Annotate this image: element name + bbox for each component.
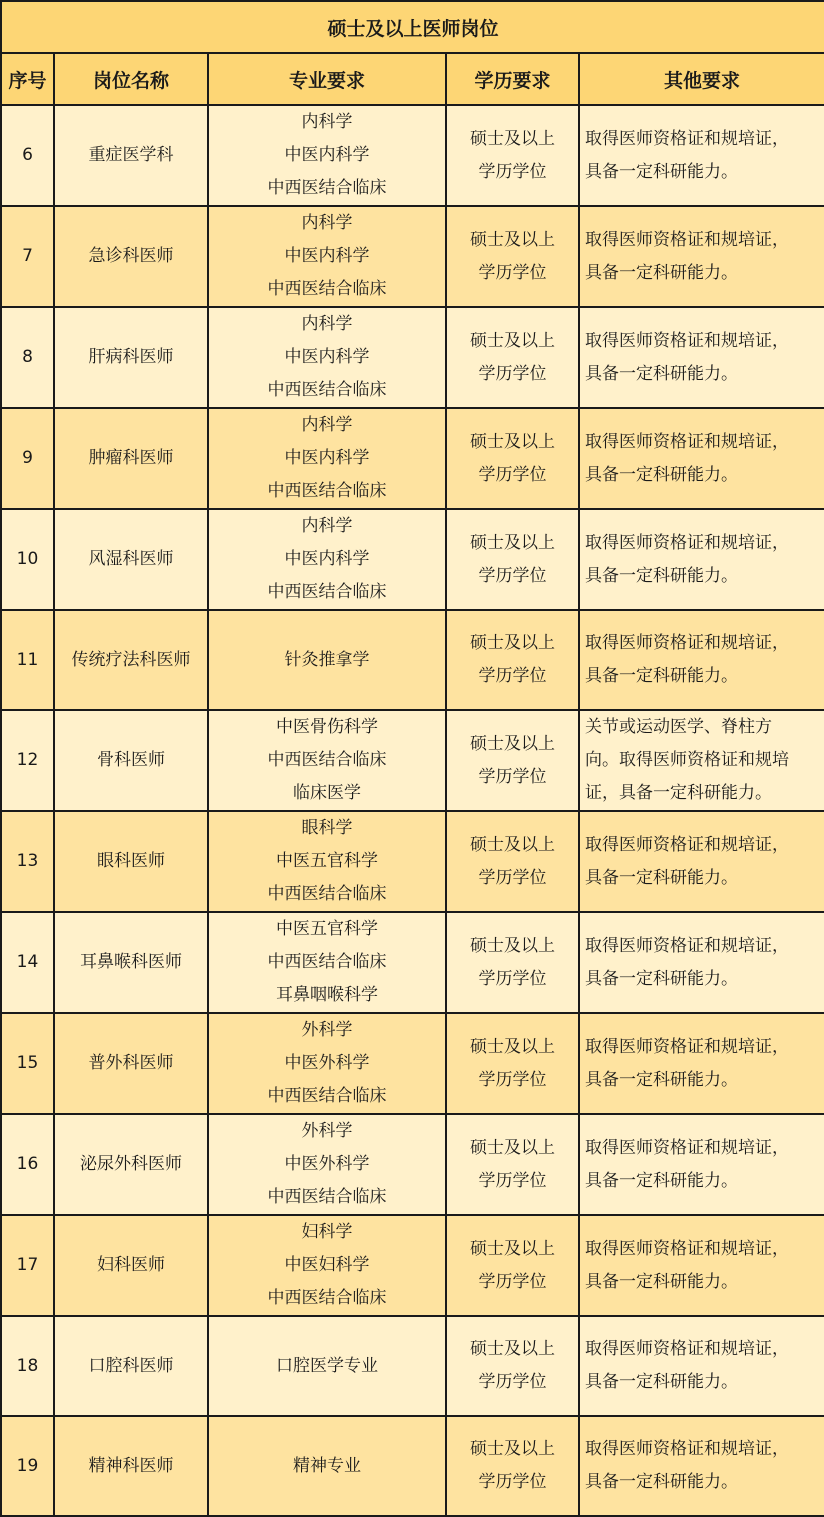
- other-line: 取得医师资格证和规培证，: [585, 1137, 789, 1158]
- cell-other: [579, 105, 824, 206]
- education-line: 硕士及以上: [470, 834, 555, 855]
- cell-position: 妇科医师: [54, 1215, 208, 1316]
- other-line: 具备一定科研能力。: [585, 1372, 738, 1392]
- cell-majors: [208, 1013, 446, 1114]
- cell-education: [446, 1013, 579, 1114]
- cell-other: [579, 408, 824, 509]
- cell-education: [446, 1215, 579, 1316]
- cell-other: [579, 307, 824, 408]
- education-line: 学历学位: [478, 161, 547, 182]
- other-line: 具备一定科研能力。: [585, 1472, 738, 1492]
- major-line: 中医内科学: [284, 145, 370, 165]
- other-line: 具备一定科研能力。: [585, 161, 738, 182]
- education-line: 学历学位: [478, 666, 547, 686]
- other-line: 具备一定科研能力。: [585, 262, 738, 283]
- major-line: 中医内科学: [284, 246, 370, 266]
- other-line: 取得医师资格证和规培证，: [585, 229, 789, 250]
- cell-other: [579, 206, 824, 307]
- other-line: 具备一定科研能力。: [585, 1271, 738, 1292]
- header-position: 岗位名称: [54, 53, 208, 105]
- cell-education: [446, 811, 579, 912]
- major-line: 精神专业: [293, 1455, 361, 1476]
- education-line: 硕士及以上: [470, 733, 555, 754]
- other-line: 具备一定科研能力。: [585, 363, 738, 384]
- cell-education: [446, 509, 579, 610]
- cell-other: [579, 1316, 824, 1416]
- other-line: 取得医师资格证和规培证，: [585, 532, 789, 553]
- other-line: 取得医师资格证和规培证，: [585, 633, 789, 653]
- other-line: 取得医师资格证和规培证，: [585, 935, 789, 956]
- major-line: 妇科学: [301, 1222, 353, 1242]
- other-line: 取得医师资格证和规培证，: [585, 431, 789, 452]
- cell-position: 急诊科医师: [54, 206, 208, 307]
- table-row: [1, 1114, 824, 1215]
- cell-education: [446, 1316, 579, 1416]
- major-line: 眼科学: [301, 818, 353, 838]
- other-line: 取得医师资格证和规培证，: [585, 330, 789, 351]
- table-row: [1, 509, 824, 610]
- table-row: [1, 1416, 824, 1516]
- education-line: 硕士及以上: [470, 1036, 555, 1057]
- major-line: 中西医结合临床: [267, 952, 387, 972]
- cell-position: 精神科医师: [54, 1416, 208, 1516]
- cell-other: [579, 1215, 824, 1316]
- major-line: 中医外科学: [284, 1154, 370, 1174]
- education-line: 学历学位: [478, 1069, 547, 1090]
- cell-no: 8: [1, 307, 54, 408]
- other-line: 具备一定科研能力。: [585, 1069, 738, 1090]
- table-title: 硕士及以上医师岗位: [1, 1, 824, 53]
- table-row: [1, 408, 824, 509]
- table-row: [1, 912, 824, 1013]
- major-line: 内科学: [301, 516, 353, 536]
- cell-no: 12: [1, 710, 54, 811]
- major-line: 口腔医学专业: [276, 1355, 378, 1376]
- education-line: 学历学位: [478, 262, 547, 283]
- cell-education: [446, 912, 579, 1013]
- cell-position: 眼科医师: [54, 811, 208, 912]
- cell-education: [446, 408, 579, 509]
- other-line: 具备一定科研能力。: [585, 464, 738, 485]
- education-line: 硕士及以上: [470, 1137, 555, 1158]
- major-line: 内科学: [301, 213, 353, 233]
- other-line: 具备一定科研能力。: [585, 666, 738, 686]
- cell-position: 普外科医师: [54, 1013, 208, 1114]
- education-line: 硕士及以上: [470, 128, 555, 149]
- cell-other: [579, 509, 824, 610]
- education-line: 硕士及以上: [470, 532, 555, 553]
- cell-education: [446, 1416, 579, 1516]
- education-line: 硕士及以上: [470, 431, 555, 452]
- cell-majors: [208, 1316, 446, 1416]
- cell-no: 16: [1, 1114, 54, 1215]
- major-line: 外科学: [301, 1121, 353, 1141]
- cell-no: 6: [1, 105, 54, 206]
- major-line: 中西医结合临床: [267, 1187, 387, 1207]
- other-line: 取得医师资格证和规培证，: [585, 1339, 789, 1359]
- education-line: 学历学位: [478, 565, 547, 586]
- education-line: 硕士及以上: [470, 1439, 555, 1459]
- major-line: 针灸推拿学: [284, 649, 370, 670]
- cell-majors: [208, 912, 446, 1013]
- major-line: 中西医结合临床: [267, 481, 387, 501]
- cell-other: [579, 710, 824, 811]
- cell-no: 11: [1, 610, 54, 710]
- other-line: 具备一定科研能力。: [585, 968, 738, 989]
- education-line: 学历学位: [478, 363, 547, 384]
- education-line: 学历学位: [478, 968, 547, 989]
- other-line: 取得医师资格证和规培证，: [585, 1238, 789, 1259]
- cell-education: [446, 206, 579, 307]
- major-line: 中医外科学: [284, 1053, 370, 1073]
- cell-education: [446, 710, 579, 811]
- cell-no: 13: [1, 811, 54, 912]
- cell-position: 泌尿外科医师: [54, 1114, 208, 1215]
- header-major: 专业要求: [208, 53, 446, 105]
- cell-no: 10: [1, 509, 54, 610]
- header-education: 学历要求: [446, 53, 579, 105]
- cell-other: [579, 811, 824, 912]
- education-line: 硕士及以上: [470, 330, 555, 351]
- cell-other: [579, 1416, 824, 1516]
- cell-other: [579, 610, 824, 710]
- major-line: 中西医结合临床: [267, 884, 387, 904]
- table-row: [1, 710, 824, 811]
- other-line: 取得医师资格证和规培证，: [585, 1036, 789, 1057]
- education-line: 硕士及以上: [470, 633, 555, 653]
- cell-majors: [208, 509, 446, 610]
- education-line: 学历学位: [478, 1271, 547, 1292]
- major-line: 中西医结合临床: [267, 380, 387, 400]
- education-line: 学历学位: [478, 464, 547, 485]
- cell-majors: [208, 710, 446, 811]
- cell-other: [579, 912, 824, 1013]
- other-line: 具备一定科研能力。: [585, 565, 738, 586]
- other-line: 具备一定科研能力。: [585, 867, 738, 888]
- major-line: 中西医结合临床: [267, 279, 387, 299]
- table-row: [1, 1013, 824, 1114]
- cell-majors: [208, 1416, 446, 1516]
- cell-majors: [208, 1114, 446, 1215]
- major-line: 中西医结合临床: [267, 1288, 387, 1308]
- cell-majors: [208, 206, 446, 307]
- cell-majors: [208, 307, 446, 408]
- table-row: [1, 105, 824, 206]
- education-line: 硕士及以上: [470, 935, 555, 956]
- table-row: [1, 206, 824, 307]
- major-line: 中医妇科学: [284, 1255, 370, 1275]
- cell-no: 7: [1, 206, 54, 307]
- education-line: 硕士及以上: [470, 1339, 555, 1359]
- cell-no: 9: [1, 408, 54, 509]
- major-line: 内科学: [301, 314, 353, 334]
- table-row: [1, 1316, 824, 1416]
- cell-majors: [208, 1215, 446, 1316]
- cell-education: [446, 610, 579, 710]
- education-line: 硕士及以上: [470, 229, 555, 250]
- cell-majors: [208, 610, 446, 710]
- cell-education: [446, 307, 579, 408]
- major-line: 中医内科学: [284, 549, 370, 569]
- cell-majors: [208, 408, 446, 509]
- cell-position: 肿瘤科医师: [54, 408, 208, 509]
- cell-no: 14: [1, 912, 54, 1013]
- other-line: 证，具备一定科研能力。: [585, 783, 772, 803]
- cell-no: 19: [1, 1416, 54, 1516]
- cell-position: 骨科医师: [54, 710, 208, 811]
- major-line: 中医五官科学: [276, 919, 378, 939]
- major-line: 中医内科学: [284, 448, 370, 468]
- major-line: 中医内科学: [284, 347, 370, 367]
- other-line: 取得医师资格证和规培证，: [585, 834, 789, 855]
- table-row: [1, 610, 824, 710]
- cell-no: 17: [1, 1215, 54, 1316]
- major-line: 内科学: [301, 415, 353, 435]
- other-line: 关节或运动医学、脊柱方: [585, 717, 772, 737]
- other-line: 取得医师资格证和规培证，: [585, 1439, 789, 1459]
- header-row: [1, 53, 824, 105]
- major-line: 耳鼻咽喉科学: [276, 985, 378, 1005]
- other-line: 具备一定科研能力。: [585, 1170, 738, 1191]
- major-line: 中医骨伤科学: [276, 717, 378, 737]
- education-line: 学历学位: [478, 1472, 547, 1492]
- major-line: 内科学: [301, 112, 353, 132]
- header-other: 其他要求: [579, 53, 824, 105]
- cell-position: 风湿科医师: [54, 509, 208, 610]
- major-line: 中医五官科学: [276, 851, 378, 871]
- education-line: 学历学位: [478, 1372, 547, 1392]
- cell-majors: [208, 811, 446, 912]
- table-body: [1, 105, 824, 1516]
- other-line: 取得医师资格证和规培证，: [585, 128, 789, 149]
- cell-position: 传统疗法科医师: [54, 610, 208, 710]
- education-line: 学历学位: [478, 766, 547, 787]
- cell-position: 耳鼻喉科医师: [54, 912, 208, 1013]
- major-line: 中西医结合临床: [267, 582, 387, 602]
- cell-position: 口腔科医师: [54, 1316, 208, 1416]
- cell-other: [579, 1114, 824, 1215]
- cell-no: 15: [1, 1013, 54, 1114]
- table-row: [1, 1215, 824, 1316]
- major-line: 中西医结合临床: [267, 750, 387, 770]
- cell-other: [579, 1013, 824, 1114]
- cell-majors: [208, 105, 446, 206]
- major-line: 临床医学: [293, 783, 361, 803]
- major-line: 中西医结合临床: [267, 178, 387, 198]
- cell-education: [446, 105, 579, 206]
- table-row: [1, 811, 824, 912]
- education-line: 学历学位: [478, 1170, 547, 1191]
- header-no: 序号: [1, 53, 54, 105]
- other-line: 向。取得医师资格证和规培: [585, 750, 789, 770]
- major-line: 外科学: [301, 1020, 353, 1040]
- cell-position: 重症医学科: [54, 105, 208, 206]
- cell-education: [446, 1114, 579, 1215]
- education-line: 硕士及以上: [470, 1238, 555, 1259]
- education-line: 学历学位: [478, 867, 547, 888]
- cell-no: 18: [1, 1316, 54, 1416]
- major-line: 中西医结合临床: [267, 1086, 387, 1106]
- table-row: [1, 307, 824, 408]
- cell-position: 肝病科医师: [54, 307, 208, 408]
